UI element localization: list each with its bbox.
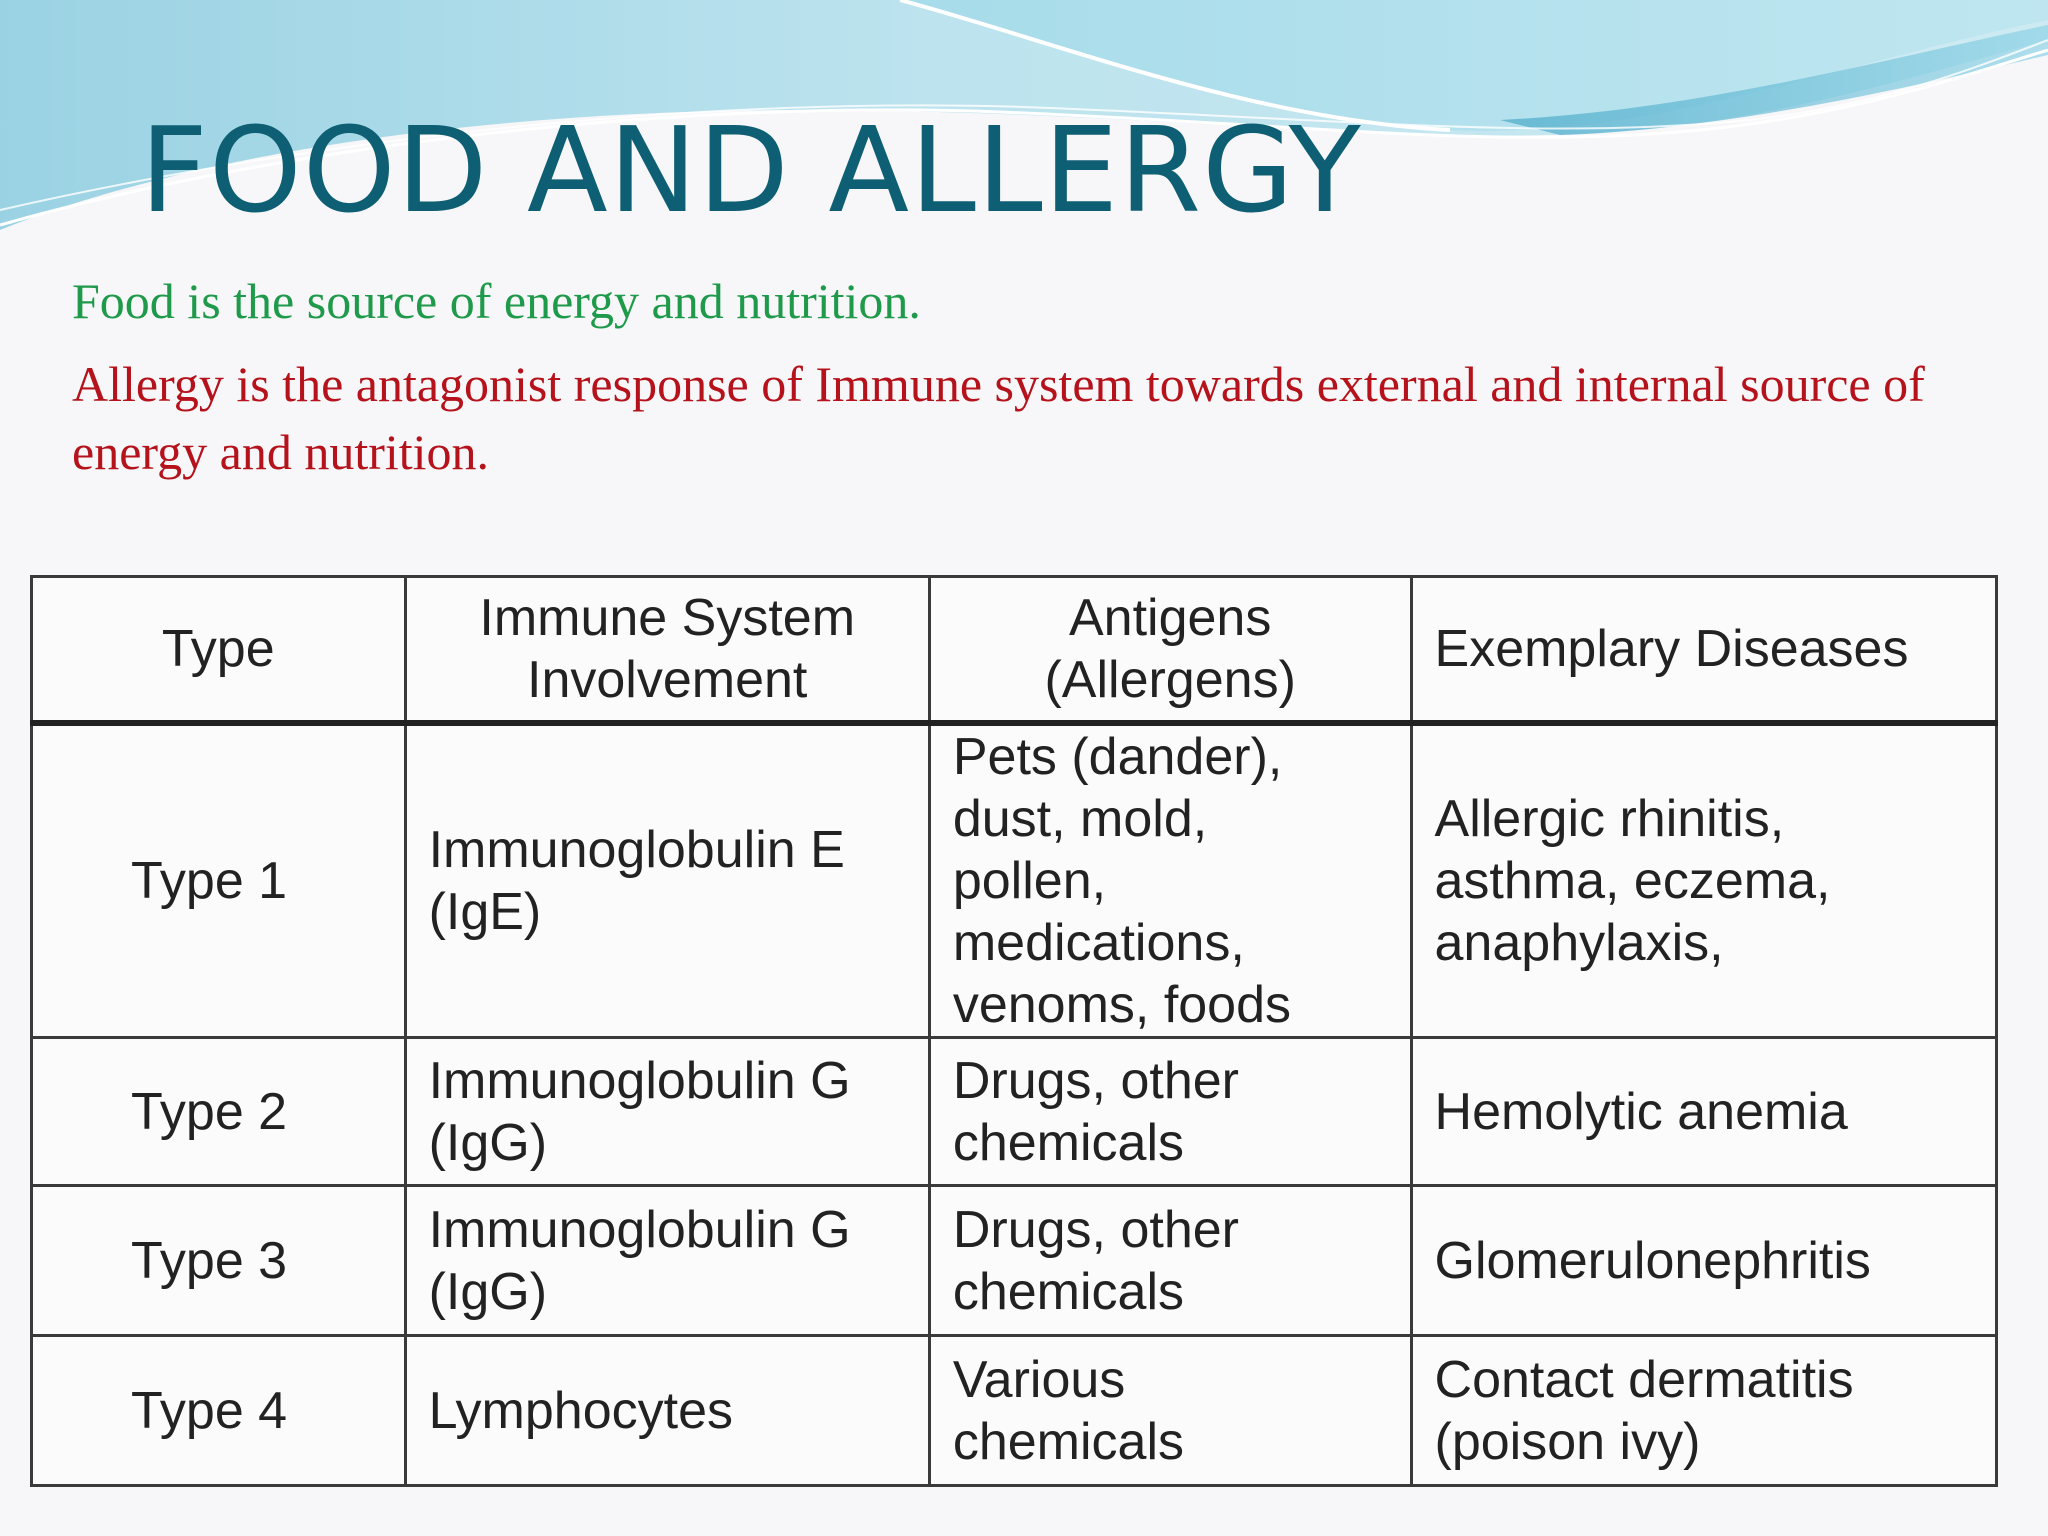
- table-header-row: [32, 577, 1997, 724]
- cell-antigens: Drugs, other chemicals: [929, 1186, 1411, 1336]
- table-row: [32, 1186, 1997, 1336]
- allergy-definition-text: Allergy is the antagonist response of Immune system towards external and internal source of energy and nutrition.: [72, 356, 1925, 480]
- table-row: [32, 723, 1997, 1038]
- food-definition-text: Food is the source of energy and nutrition.: [72, 273, 921, 329]
- header-diseases: Exemplary Diseases: [1411, 577, 1996, 724]
- cell-diseases: Hemolytic anemia: [1411, 1038, 1996, 1186]
- table-row: [32, 1336, 1997, 1486]
- cell-immune-system: Lymphocytes: [405, 1336, 929, 1486]
- header-immune-system: Immune System Involvement: [405, 577, 929, 724]
- allergy-types-table: [30, 575, 1998, 1487]
- cell-type: Type 3: [32, 1186, 406, 1336]
- cell-type: Type 2: [32, 1038, 406, 1186]
- cell-immune-system: Immunoglobulin G (IgG): [405, 1038, 929, 1186]
- cell-immune-system: Immunoglobulin G (IgG): [405, 1186, 929, 1336]
- cell-diseases: Glomerulonephritis: [1411, 1186, 1996, 1336]
- table-row: [32, 1038, 1997, 1186]
- cell-diseases: Allergic rhinitis, asthma, eczema, anaphylaxis,: [1411, 723, 1996, 1038]
- cell-type: Type 4: [32, 1336, 406, 1486]
- cell-antigens: Various chemicals: [929, 1336, 1411, 1486]
- cell-antigens: Drugs, other chemicals: [929, 1038, 1411, 1186]
- slide-title: FOOD AND ALLERGY: [140, 101, 1362, 239]
- cell-antigens: Pets (dander), dust, mold, pollen, medications, venoms, foods: [929, 723, 1411, 1038]
- header-antigens: Antigens (Allergens): [929, 577, 1411, 724]
- header-type: Type: [32, 577, 406, 724]
- cell-type: Type 1: [32, 723, 406, 1038]
- cell-immune-system: Immunoglobulin E (IgE): [405, 723, 929, 1038]
- cell-diseases: Contact dermatitis (poison ivy): [1411, 1336, 1996, 1486]
